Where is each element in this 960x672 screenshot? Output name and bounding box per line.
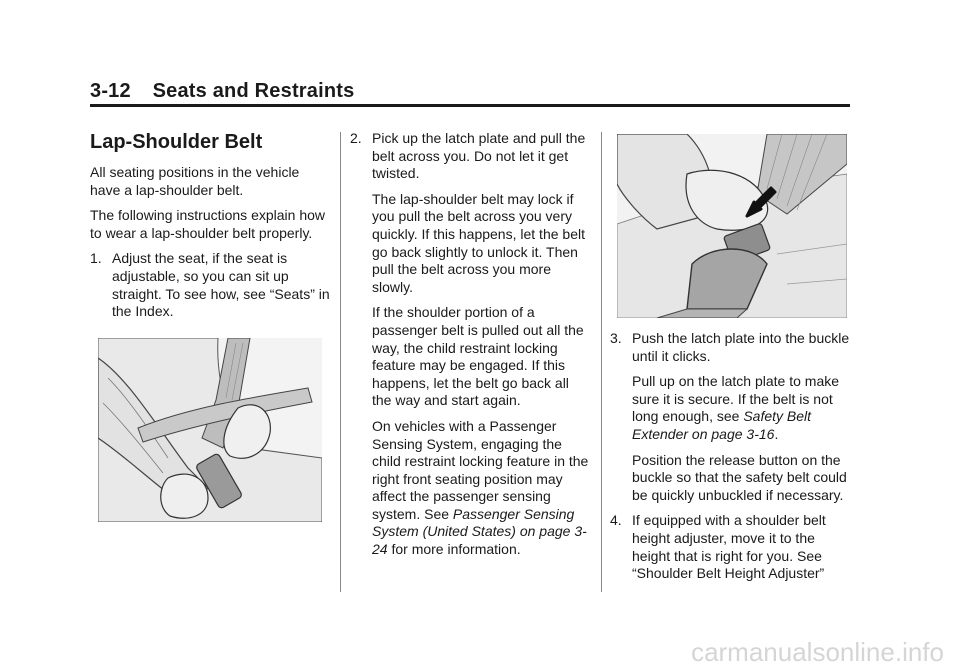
paragraph-text: for more information. [387, 541, 521, 558]
paragraph [610, 373, 850, 443]
step-number: 3. [610, 330, 622, 346]
illustration-buckle [617, 134, 847, 318]
middle-column [350, 130, 592, 567]
paragraph: If the shoulder portion of a passenger belt is pulled out all the way, the child restraint locking feature may be engaged. If this happens, let the belt go back all the way and start again. [372, 304, 584, 409]
list-item [610, 330, 850, 365]
step-text: Adjust the seat, if the seat is adjustable, so you can sit up straight. To see how, see “Seats” in the Index. [112, 250, 330, 320]
step-text: If equipped with a shoulder belt height adjuster, move it to the height that is right for you. See “Shoulder Belt Height Adjuster” [632, 512, 826, 582]
left-column [90, 130, 330, 329]
column-divider-right [601, 132, 602, 592]
step-text: Pick up the latch plate and pull the belt across you. Do not let it get twisted. [372, 130, 586, 182]
paragraph-text: . [774, 425, 779, 442]
step-number: 4. [610, 512, 622, 529]
list-item [350, 130, 592, 183]
paragraph: The following instructions explain how to wear a lap-shoulder belt properly. [90, 207, 326, 241]
paragraph: Position the release button on the buckle so that the safety belt could be quickly unbuckled if necessary. [632, 451, 847, 503]
illustration-pull-belt [98, 338, 322, 522]
page-header [90, 80, 354, 103]
column-divider-left [340, 132, 341, 592]
step-number: 1. [90, 250, 102, 267]
step-text: Push the latch plate into the buckle until it clicks. [632, 330, 850, 364]
right-column [610, 330, 850, 591]
page-number: 3-12 [90, 80, 131, 102]
list-item [610, 512, 850, 582]
section-heading: Lap-Shoulder Belt [90, 131, 263, 153]
paragraph-text: On vehicles with a Passenger Sensing System, engaging the child restraint locking feature in the right front seating position may affect the passenger sensing system. See [372, 417, 589, 522]
watermark: carmanualsonline.info [691, 637, 944, 667]
list-item [90, 250, 330, 320]
paragraph [350, 418, 592, 559]
cross-reference: Passenger Sensing System (United States) on page 3-24 [372, 505, 587, 558]
paragraph: All seating positions in the vehicle have a lap-shoulder belt. [90, 164, 300, 198]
paragraph: The lap-shoulder belt may lock if you pull the belt across you very quickly. If this happens, let the belt go back slightly to unlock it. Then pull the belt across you more slowly. [372, 190, 585, 295]
section-title: Seats and Restraints [152, 80, 355, 102]
header-rule [90, 104, 850, 107]
paragraph-text: Pull up on the latch plate to make sure it is secure. If the belt is not long enough, see [632, 373, 840, 425]
cross-reference: Safety Belt Extender on page 3-16 [632, 408, 812, 442]
step-number: 2. [350, 130, 362, 146]
